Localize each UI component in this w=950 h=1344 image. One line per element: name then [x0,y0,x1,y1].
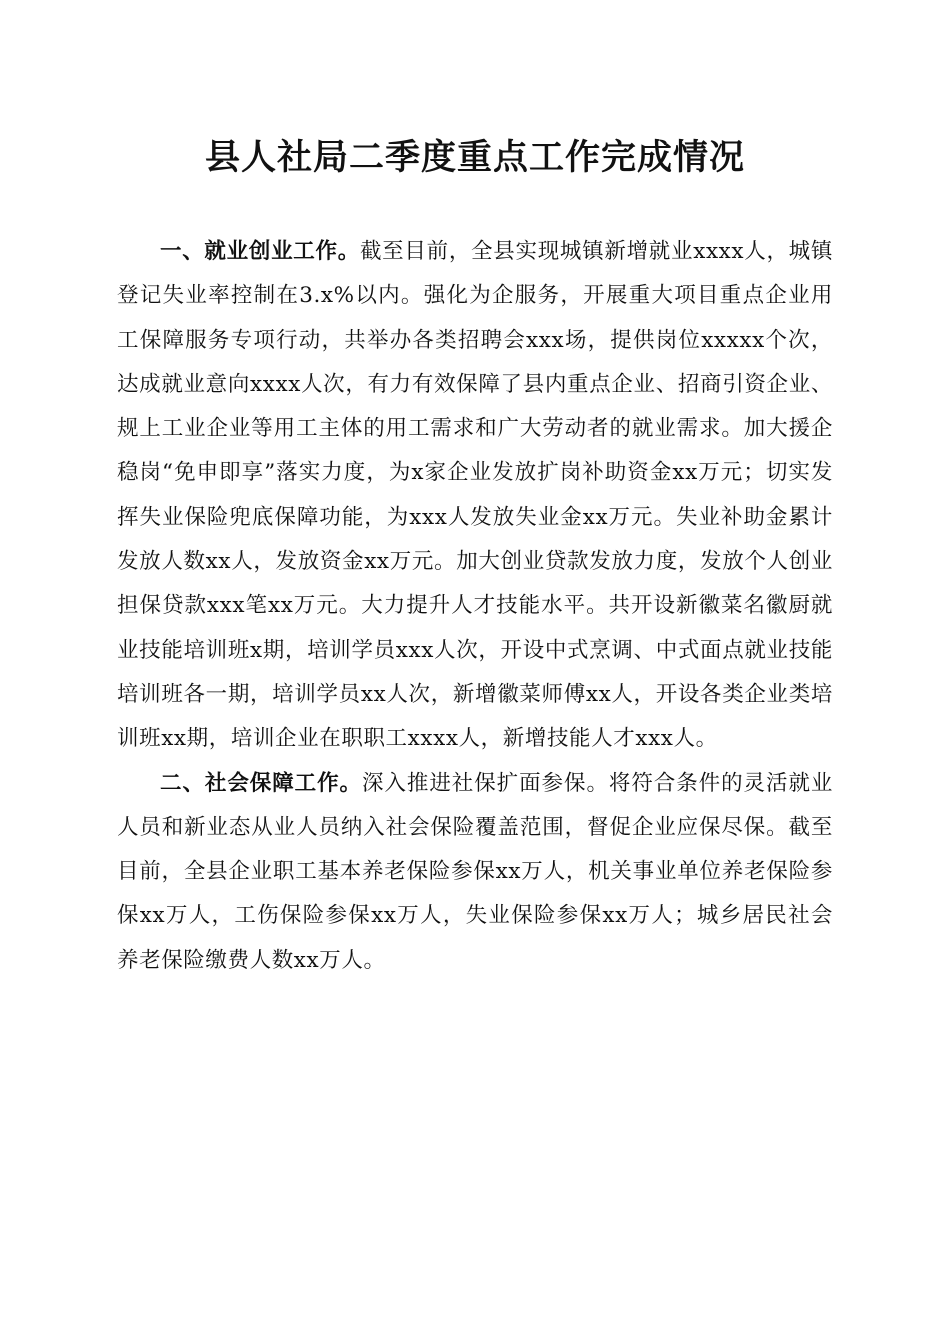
document-body [117,230,833,983]
section-social-security [117,762,833,983]
section-body: 深入推进社保扩面参保。将符合条件的灵活就业人员和新业态从业人员纳入社会保险覆盖范围，督促企业应保尽保。截至目前，全县企业职工基本养老保险参保xx万人，机关事业单位养老保险参保xx万人，工伤保险参保xx万人，失业保险参保xx万人；城乡居民社会养老保险缴费人数xx万人。 [117,770,833,973]
section-employment [117,230,833,762]
section-heading: 一、就业创业工作。 [160,239,360,264]
section-body: 截至目前，全县实现城镇新增就业xxxx人，城镇登记失业率控制在3.x%以内。强化为企服务，开展重大项目重点企业用工保障服务专项行动，共举办各类招聘会xxx场，提供岗位xxxxx个次，达成就业意向xxxx人次，有力有效保障了县内重点企业、招商引资企业、规上工业企业等用工主体的用工需求和广大劳动者的就业需求。加大援企稳岗“免申即享”落实力度，为x家企业发放扩岗补助资金xx万元；切实发挥失业保险兜底保障功能，为xxx人发放失业金xx万元。失业补助金累计发放人数xx人，发放资金xx万元。加大创业贷款发放力度，发放个人创业担保贷款xxx笔xx万元。大力提升人才技能水平。共开设新徽菜名徽厨就业技能培训班x期，培训学员xxx人次，开设中式烹调、中式面点就业技能培训班各一期，培训学员xx人次，新增徽菜师傅xx人，开设各类企业类培训班xx期，培训企业在职职工xxxx人，新增技能人才xxx人。 [117,239,833,752]
section-heading: 二、社会保障工作。 [160,770,362,796]
document-title: 县人社局二季度重点工作完成情况 [204,137,745,178]
